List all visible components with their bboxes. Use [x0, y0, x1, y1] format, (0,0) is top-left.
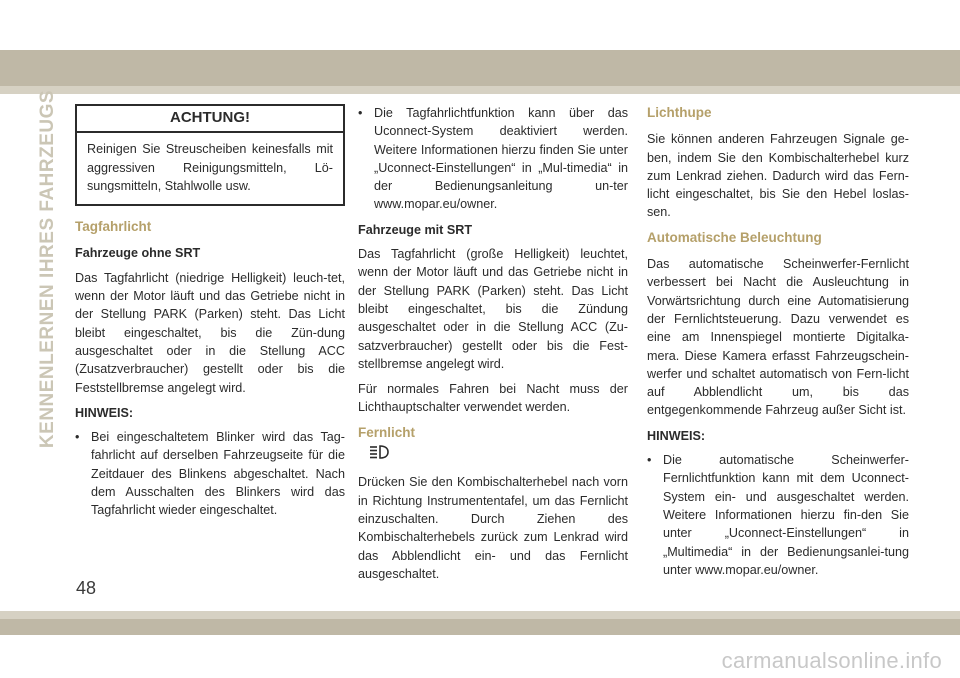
bullet-dot: • [75, 430, 80, 445]
side-chapter-title-text: KENNENLERNEN IHRES FAHRZEUGS [37, 89, 58, 449]
header-band-stripe [0, 86, 960, 94]
subheading-mit-srt: Fahrzeuge mit SRT [358, 222, 473, 237]
heading-fernlicht: Fernlicht [358, 424, 416, 440]
heading-tagfahrlicht: Tagfahrlicht [75, 219, 152, 235]
side-chapter-title [33, 89, 63, 449]
warning-box [75, 104, 345, 206]
watermark: carmanualsonline.info [721, 648, 942, 673]
bullet-item [358, 104, 628, 214]
note-label: HINWEIS: [647, 428, 706, 443]
bullet-dot: • [358, 106, 363, 120]
footer-band-stripe [0, 611, 960, 619]
column-right [647, 104, 909, 586]
bullet-text: Bei eingeschaltetem Blinker wird das Tag-fahrlicht auf derselben Fahrzeugseite für die Zeitdauer des Blinkens abgeschaltet. Nach dem Ausschalten des Blinkers wird das Tagfahrlicht wieder eingeschaltet. [91, 430, 345, 518]
paragraph-automatische-beleuchtung: Das automatische Scheinwerfer-Fernlicht verbessert bei Nacht die Ausleuchtung in Vorwärtsrichtung durch eine Automatisierung der Fernlichtsteuerung. Dazu verwendet es eine am Innenspiegel montierte Digitalka-mera. Diese Kamera erfasst Fahrzeugschein-werfer und schaltet automatisch von Fern-licht auf Abblendlicht um, bis das entgegenkommende Fahrzeug außer Sicht ist. [647, 257, 909, 418]
bullet-item [647, 451, 909, 579]
page-number: 48 [76, 578, 97, 598]
footer-band [0, 619, 960, 635]
subheading-ohne-srt: Fahrzeuge ohne SRT [75, 246, 201, 261]
bullet-text: Die Tagfahrlichtfunktion kann über das Uconnect-System deaktiviert werden. Weitere Informationen hierzu finden Sie unter „Uconnect-Einstellungen“ in „Mul-timedia“ in der Bedienungsanleitung un-ter www.mopar.eu/owner. [374, 106, 628, 212]
note-label: HINWEIS: [75, 405, 134, 420]
paragraph-lichthupe: Sie können anderen Fahrzeugen Signale ge-ben, indem Sie den Kombischalterhebel kurz zum Lenkrad ziehen. Dadurch wird das Fern-licht eingeschaltet, bis Sie den Hebel loslas-sen. [647, 132, 909, 220]
bullet-text: Die automatische Scheinwerfer-Fernlichtfunktion kann mit dem Uconnect-System ein- und ausgeschaltet werden. Weitere Informationen hierzu fin-den Sie unter „Uconnect-Einstellungen“ in „Multimedia“ in der Bedienungsanlei-tung unter www.mopar.eu/owner. [663, 453, 909, 577]
warning-title: ACHTUNG! [77, 106, 343, 133]
paragraph-srt: Das Tagfahrlicht (große Helligkeit) leuchtet, wenn der Motor läuft und das Getriebe nicht in der Stellung PARK (Parken) steht. Das Licht bleibt eingeschaltet, bis die Zündung ausgeschaltet oder in die Stellung ACC (Zu-satzverbraucher) gestellt oder bis die Fest-stellbremse angelegt wird. [358, 247, 628, 371]
column-middle [358, 104, 628, 590]
header-band [0, 50, 960, 86]
heading-lichthupe: Lichthupe [647, 105, 712, 120]
heading-automatische-beleuchtung: Automatische Beleuchtung [647, 229, 822, 245]
bullet-item [75, 428, 345, 519]
high-beam-icon [368, 444, 390, 460]
column-left [75, 104, 345, 527]
top-margin [0, 0, 960, 50]
paragraph-normal-driving: Für normales Fahren bei Nacht muss der Lichthauptschalter verwendet werden. [358, 382, 628, 415]
bullet-dot: • [647, 453, 652, 468]
paragraph-fernlicht: Drücken Sie den Kombischalterhebel nach vorn in Richtung Instrumententafel, um das Fernlicht einzuschalten. Durch Ziehen des Kombischalterhebels zurück zum Lenkrad wird das Abblendlicht ein- und das Fernlicht ausgeschaltet. [358, 475, 628, 581]
paragraph-tagfahrlicht: Das Tagfahrlicht (niedrige Helligkeit) leuch-tet, wenn der Motor läuft und das Getriebe nicht in der Stellung PARK (Parken) steht. Das Licht bleibt eingeschaltet, bis die Zün-dung ausgeschaltet oder in die Stellung ACC (Zusatzverbraucher) gestellt oder bis die Feststellbremse angelegt wird. [75, 270, 345, 395]
warning-text: Reinigen Sie Streuscheiben keinesfalls mit aggressiven Reinigungsmitteln, Lö-sungsmitteln, Stahlwolle usw. [87, 142, 333, 193]
